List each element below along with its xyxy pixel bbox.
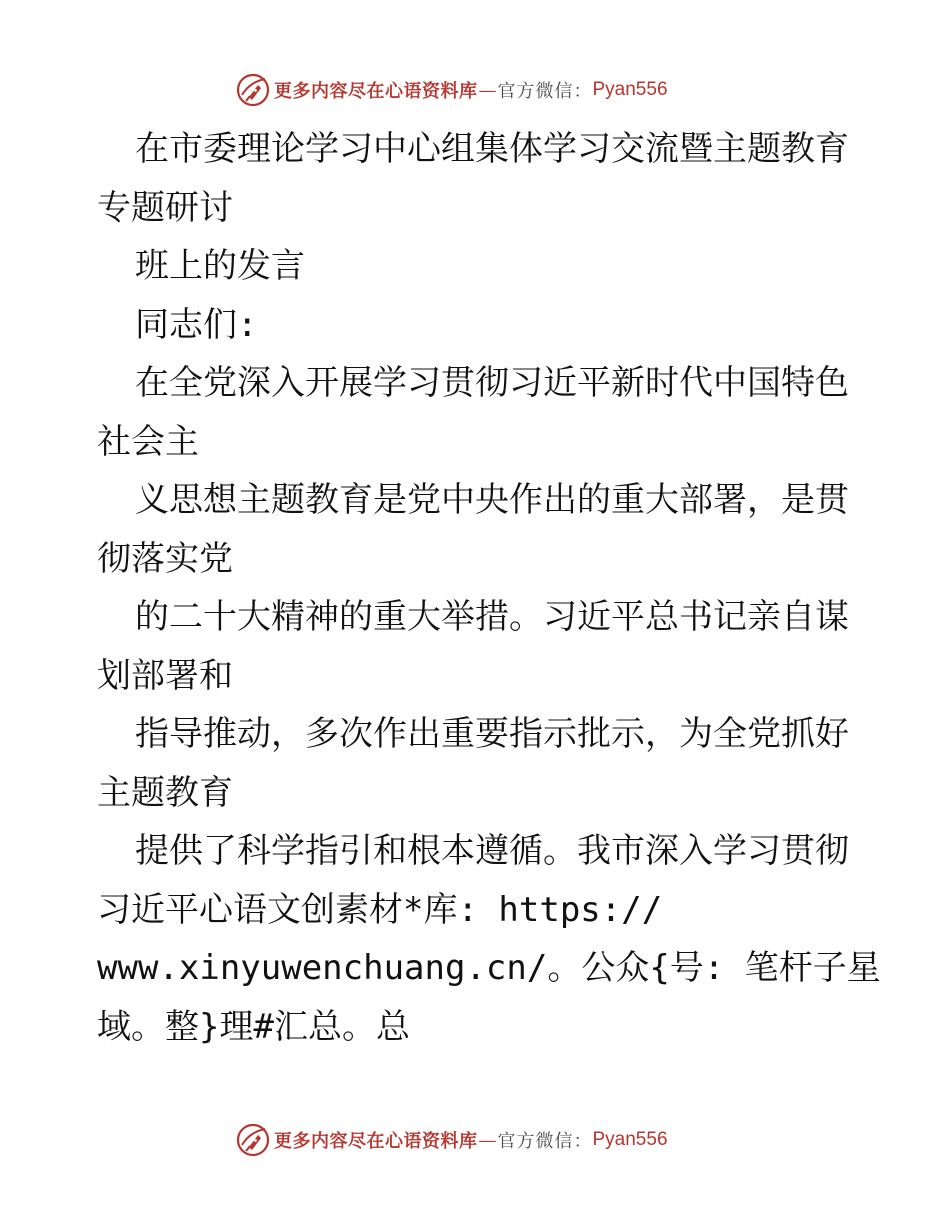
footer-banner-text: 更多内容尽在心语资料库 bbox=[274, 1131, 478, 1152]
header-banner-text: 更多内容尽在心语资料库 bbox=[274, 81, 478, 102]
paragraph-line: 在全党深入开展学习贯彻习近平新时代中国特色 bbox=[135, 363, 849, 403]
document-body bbox=[97, 120, 881, 1056]
title-line-2: 专题研讨 bbox=[97, 187, 233, 228]
header-contact-label: 官方微信： bbox=[497, 81, 593, 102]
paragraph-line: www.xinyuwenchuang.cn/。公众{号: 笔杆子星 bbox=[97, 948, 881, 988]
paragraph-line: 义思想主题教育是党中央作出的重大部署，是贯 bbox=[135, 480, 849, 520]
footer-separator: — bbox=[478, 1129, 497, 1151]
fountain-pen-logo-icon bbox=[236, 73, 270, 107]
paragraph-line: 主题教育 bbox=[97, 772, 233, 813]
header-wechat-id: Pyan556 bbox=[592, 79, 668, 100]
paragraph-line: 的二十大精神的重大举措。习近平总书记亲自谋 bbox=[135, 597, 849, 637]
salutation: 同志们: bbox=[135, 304, 258, 345]
paragraph-line: 彻落实党 bbox=[97, 538, 233, 579]
paragraph-line: 划部署和 bbox=[97, 655, 233, 696]
paragraph-line: 提供了科学指引和根本遵循。我市深入学习贯彻 bbox=[135, 831, 849, 871]
fountain-pen-logo-icon bbox=[236, 1123, 270, 1157]
footer-wechat-id: Pyan556 bbox=[592, 1129, 668, 1150]
header-separator: — bbox=[478, 79, 497, 101]
paragraph-line: 指导推动，多次作出重要指示批示，为全党抓好 bbox=[135, 714, 849, 754]
paragraph-line: 域。整}理#汇总。总 bbox=[97, 1006, 410, 1047]
header-banner[interactable] bbox=[236, 72, 668, 108]
paragraph-line: 社会主 bbox=[97, 421, 199, 462]
title-line-1: 在市委理论学习中心组集体学习交流暨主题教育 bbox=[135, 129, 849, 169]
title-line-3: 班上的发言 bbox=[135, 246, 305, 286]
footer-contact-label: 官方微信： bbox=[497, 1131, 593, 1152]
footer-banner[interactable] bbox=[236, 1122, 668, 1158]
paragraph-line: 习近平心语文创素材*库: https:// bbox=[97, 889, 663, 930]
